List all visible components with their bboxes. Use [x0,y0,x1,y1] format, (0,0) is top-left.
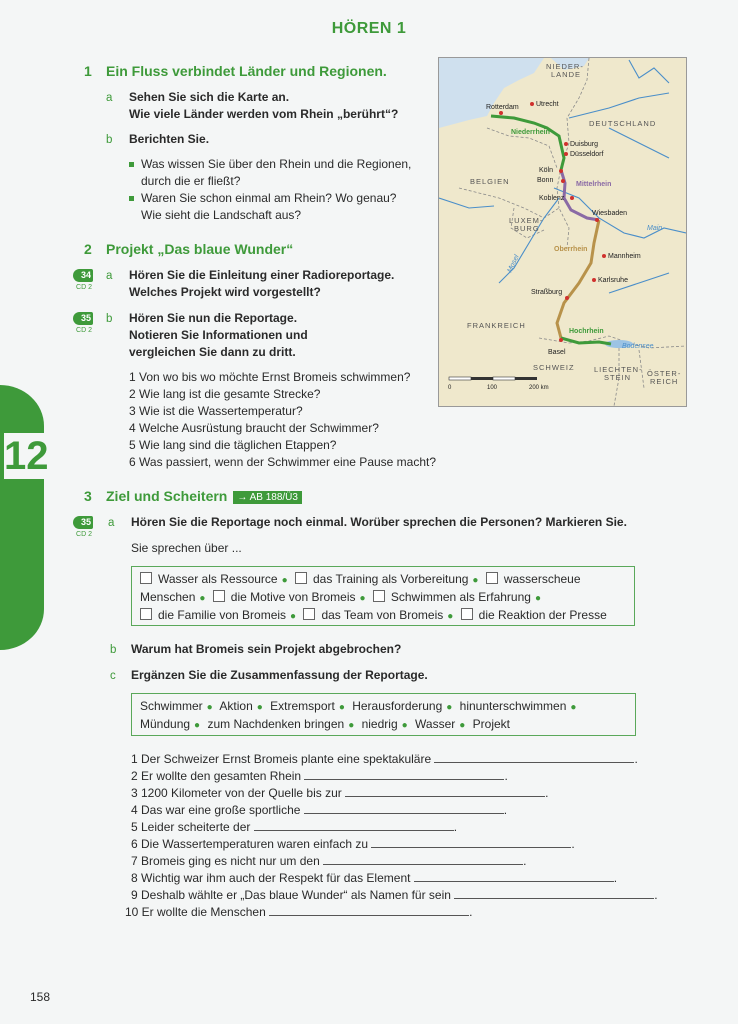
fill-sentence: 3 1200 Kilometer von der Quelle bis zur . [131,786,549,800]
section3-a-text: Hören Sie die Reportage noch einmal. Worüber sprechen die Personen? Markieren Sie. [131,515,627,529]
section3-c-text: Ergänzen Sie die Zusammenfassung der Reportage. [131,668,428,682]
city-dot-wiesbaden [595,218,599,222]
section3-b-letter: b [110,644,117,656]
word: hinunterschwimmen [459,699,567,713]
separator-dot: ● [570,702,577,713]
blank-line[interactable] [345,786,545,797]
section3-number: 3 [84,488,92,504]
scale-segment [449,377,471,380]
label-oesterreich-1: ÖSTER- [647,369,682,378]
section1-b-text: Berichten Sie. [129,132,210,146]
word: niedrig [361,717,398,731]
label-belgien: BELGIEN [470,177,510,186]
label-basel: Basel [548,349,566,356]
city-dot-bonn [561,179,565,183]
label-rotterdam: Rotterdam [486,104,519,111]
wordbank-box [131,693,636,736]
section1-a-letter: a [106,92,113,104]
label-niederlande-1: NIEDER- [546,62,584,71]
section2-a-line2: Welches Projekt wird vorgestellt? [129,285,321,299]
label-liechtenstein-1: LIECHTEN- [594,365,643,374]
blank-line[interactable] [304,803,504,814]
word: zum Nachdenken bringen [207,717,345,731]
section1-bullet-2-line1: Waren Sie schon einmal am Rhein? Wo genau? [129,190,396,207]
checkbox[interactable] [303,608,315,620]
page-number: 158 [30,990,51,1004]
blank-line[interactable] [371,837,571,848]
option-label: Wasser als Ressource [158,572,278,586]
separator-dot: ● [194,720,201,731]
section1-bullet-2-line2: Wie sieht die Landschaft aus? [141,208,302,222]
tributary-river [569,93,669,118]
label-schweiz: SCHWEIZ [533,363,575,372]
section3-heading [106,488,302,504]
niederrhein-segment [491,116,564,170]
separator-dot: ● [446,702,453,713]
option-label: die Motive von Bromeis [230,590,356,604]
city-dot-utrecht [530,102,534,106]
workbook-ref-badge[interactable]: → AB 188/Ü3 [233,491,302,504]
scale-label: 200 km [529,385,549,391]
blank-line[interactable] [323,854,523,865]
options-row [140,589,626,607]
city-dot-duesseldorf [564,152,568,156]
cd-track-icon[interactable]: 35 [73,312,93,325]
option-label: die Familie von Bromeis [158,608,287,622]
rhine-map [438,57,687,407]
section1-b-letter: b [106,134,113,146]
label-strassburg: Straßburg [531,289,563,296]
blank-line[interactable] [454,888,654,899]
question-item: 3 Wie ist die Wassertemperatur? [129,404,303,418]
cd-track-icon[interactable]: 34 [73,269,93,282]
label-niederrhein: Niederrhein [511,129,550,136]
label-utrecht: Utrecht [536,101,559,108]
separator-dot: ● [459,720,466,731]
word: Aktion [219,699,253,713]
tributary-river [629,60,669,83]
separator-dot: ● [290,611,297,622]
option-label-part1: wasserscheue [503,572,581,586]
word: Schwimmer [140,699,203,713]
section1-a-line2: Wie viele Länder werden vom Rhein „berührt“? [129,107,399,121]
scale-segment [471,377,493,380]
cd-track-icon[interactable]: 35 [73,516,93,529]
option-label: die Reaktion der Presse [478,608,607,622]
question-item: 2 Wie lang ist die gesamte Strecke? [129,387,321,401]
separator-dot: ● [359,593,366,604]
city-dot-strassburg [565,296,569,300]
section1-a-line1: Sehen Sie sich die Karte an. [129,90,290,104]
label-karlsruhe: Karlsruhe [598,277,628,284]
chapter-tab [0,385,44,650]
label-duesseldorf: Düsseldorf [570,151,604,158]
separator-dot: ● [256,702,263,713]
option-label: Schwimmen als Erfahrung [390,590,531,604]
fill-sentence: 8 Wichtig war ihm auch der Respekt für das Element . [131,871,618,885]
city-dot-rotterdam [499,111,503,115]
label-bodensee: Bodensee [622,343,654,350]
label-oesterreich-2: REICH [650,377,679,386]
tributary-river [439,198,494,208]
word: Wasser [415,717,456,731]
blank-line[interactable] [304,769,504,780]
section2-a-line1: Hören Sie die Einleitung einer Radioreportage. [129,268,395,282]
option-label: das Team von Bromeis [321,608,444,622]
section2-b-line2: Notieren Sie Informationen und [129,328,308,342]
section3-c-letter: c [110,670,116,682]
label-koblenz: Koblenz [539,195,565,202]
page-title: HÖREN 1 [331,20,407,37]
scale-label: 0 [448,385,452,391]
separator-dot: ● [338,702,345,713]
section2-b-line1: Hören Sie nun die Reportage. [129,311,298,325]
section3-a-letter: a [108,517,115,529]
blank-line[interactable] [434,752,634,763]
checkbox[interactable] [213,590,225,602]
fill-sentence: 9 Deshalb wählte er „Das blaue Wunder“ als Namen für sein . [131,888,658,902]
question-item: 4 Welche Ausrüstung braucht der Schwimmer? [129,421,379,435]
city-dot-duisburg [564,142,568,146]
label-wiesbaden: Wiesbaden [592,210,628,217]
section1-title: Ein Fluss verbindet Länder und Regionen. [106,63,387,79]
chapter-number: 12 [4,433,56,479]
checkbox[interactable] [461,608,473,620]
fill-sentence: 5 Leider scheiterte der . [131,820,458,834]
options-box [131,566,635,626]
label-mannheim: Mannheim [608,253,641,260]
separator-dot: ● [534,593,541,604]
label-frankreich: FRANKREICH [467,321,526,330]
separator-dot: ● [206,702,213,713]
fill-sentence: 1 Der Schweizer Ernst Bromeis plante eine spektakuläre . [131,752,638,766]
label-mosel: Mosel [506,253,521,274]
wordbank-row [140,698,627,716]
label-mittelrhein: Mittelrhein [576,181,612,188]
options-row [140,607,626,625]
option-label: das Training als Vorbereitung [312,572,469,586]
city-dot-karlsruhe [592,278,596,282]
question-item: 6 Was passiert, wenn der Schwimmer eine Pause macht? [129,455,437,469]
section2-b-line3: vergleichen Sie dann zu dritt. [129,345,296,359]
separator-dot: ● [447,611,454,622]
section3-title: Ziel und Scheitern [106,488,228,504]
section2-number: 2 [84,241,92,257]
fill-sentence: 7 Bromeis ging es nicht nur um den . [131,854,527,868]
separator-dot: ● [199,593,206,604]
blank-line[interactable] [254,820,454,831]
section2-title: Projekt „Das blaue Wunder“ [106,241,294,257]
label-main: Main [647,225,663,232]
cd-label: CD 2 [76,531,92,538]
fill-sentence: 4 Das war eine große sportliche . [131,803,508,817]
label-luxemburg-1: LUXEM- [509,216,544,225]
label-niederlande-2: LANDE [551,70,582,79]
checkbox[interactable] [140,608,152,620]
scale-segment [515,377,537,380]
separator-dot: ● [472,575,479,586]
word: Projekt [472,717,510,731]
word: Mündung [140,717,191,731]
tributary-river [609,128,669,158]
section1-number: 1 [84,63,92,79]
section2-a-letter: a [106,270,113,282]
section2-b-letter: b [106,313,113,325]
scale-label: 100 [487,385,498,391]
separator-dot: ● [348,720,355,731]
word: Extremsport [270,699,335,713]
fill-sentence: 2 Er wollte den gesamten Rhein . [131,769,508,783]
section1-bullet-1-line2: durch die er fließt? [141,174,241,188]
question-item: 1 Von wo bis wo möchte Ernst Bromeis schwimmen? [129,370,411,384]
section3-b-text: Warum hat Bromeis sein Projekt abgebrochen? [131,642,402,656]
checkbox[interactable] [373,590,385,602]
option-label-part2: Menschen [140,590,196,604]
cd-label: CD 2 [76,284,92,291]
city-dot-mannheim [602,254,606,258]
checkbox[interactable] [486,572,498,584]
fill-sentence: 10 Er wollte die Menschen . [125,905,473,919]
cd-label: CD 2 [76,327,92,334]
label-duisburg: Duisburg [570,141,599,148]
blank-line[interactable] [414,871,614,882]
city-dot-koeln [559,169,563,173]
wordbank-row [140,716,627,734]
separator-dot: ● [401,720,408,731]
label-liechtenstein-2: STEIN [604,373,632,382]
word: Herausforderung [352,699,443,713]
separator-dot: ● [281,575,288,586]
city-dot-koblenz [570,196,574,200]
label-bonn: Bonn [537,177,554,184]
city-dot-basel [559,338,563,342]
label-luxemburg-2: BURG [514,224,540,233]
section1-bullet-1-line1: Was wissen Sie über den Rhein und die Regionen, [129,156,411,173]
section3-a-sub: Sie sprechen über ... [131,541,242,555]
scale-segment [493,377,515,380]
options-row [140,571,626,589]
checkbox[interactable] [295,572,307,584]
blank-line[interactable] [269,905,469,916]
label-deutschland: DEUTSCHLAND [589,119,657,128]
question-item: 5 Wie lang sind die täglichen Etappen? [129,438,337,452]
fill-sentence: 6 Die Wassertemperaturen waren einfach zu . [131,837,575,851]
label-oberrhein: Oberrhein [554,246,588,253]
label-koeln: Köln [539,167,554,174]
label-hochrhein: Hochrhein [569,328,604,335]
checkbox[interactable] [140,572,152,584]
